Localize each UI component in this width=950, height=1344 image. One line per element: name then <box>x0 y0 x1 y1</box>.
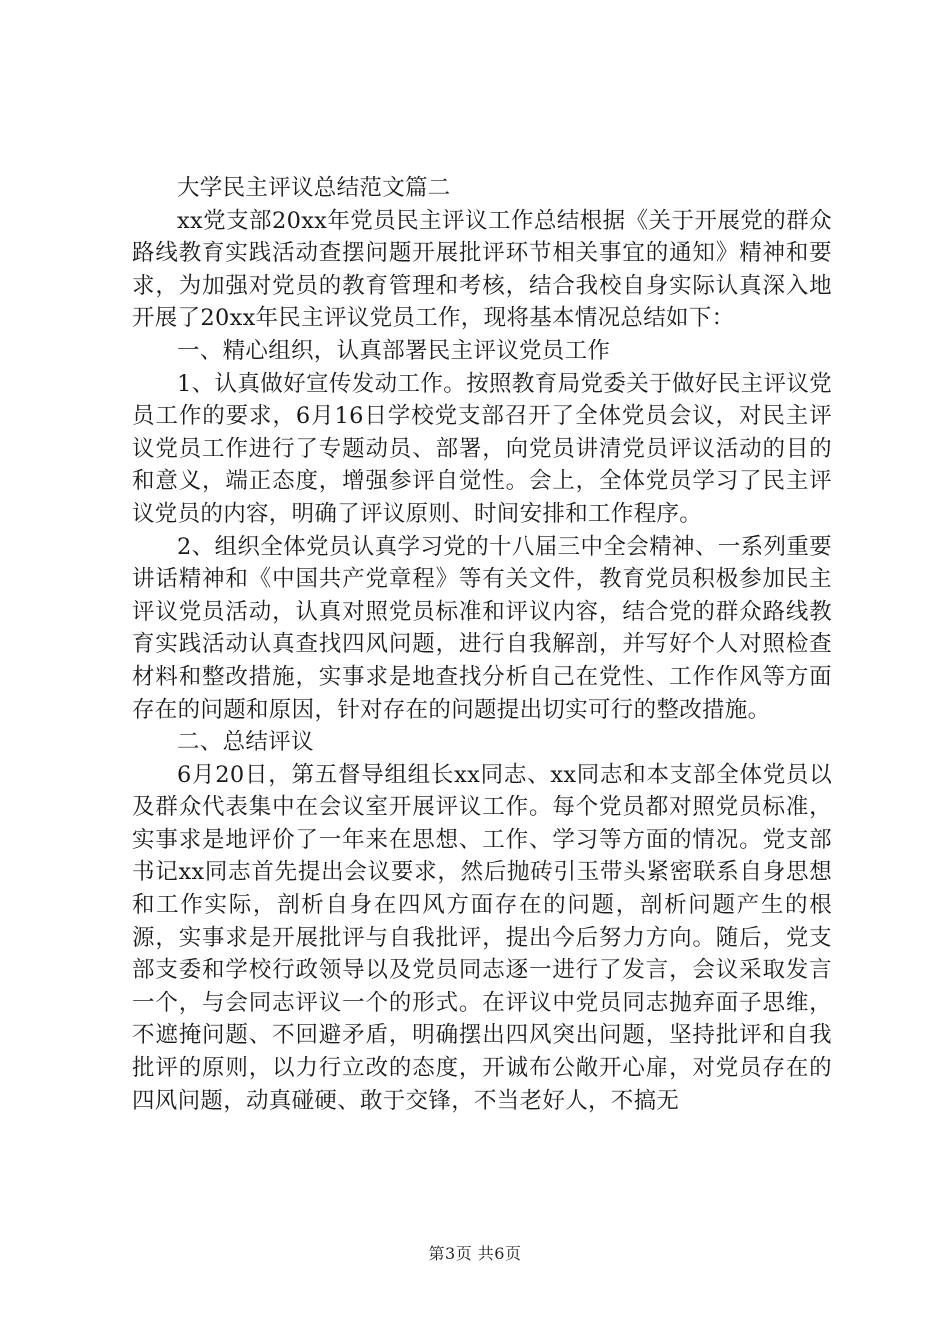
section-heading-2: 二、总结评议 <box>177 729 314 756</box>
page-footer: 第3页 共6页 <box>428 1244 522 1263</box>
document-body <box>132 172 832 1117</box>
paragraph-item-1: 1、认真做好宣传发动工作。按照教育局党委关于做好民主评议党员工作的要求，6月16日学校党支部召开了全体党员会议，对民主评议党员工作进行了专题动员、部署，向党员讲清党员评议活动的目的和意义，端正态度，增强参评自觉性。会上，全体党员学习了民主评议党员的内容，明确了评议原则、时间安排和工作程序。 <box>132 370 832 527</box>
intro-paragraph: xx党支部20xx年党员民主评议工作总结根据《关于开展党的群众路线教育实践活动查摆问题开展批评环节相关事宜的通知》精神和要求，为加强对党员的教育管理和考核，结合我校自身实际认真深入地开展了20xx年民主评议党员工作，现将基本情况总结如下： <box>132 207 832 332</box>
paragraph-item-2: 2、组织全体党员认真学习党的十八届三中全会精神、一系列重要讲话精神和《中国共产党章程》等有关文件，教育党员积极参加民主评议党员活动，认真对照党员标准和评议内容，结合党的群众路线教育实践活动认真查找四风问题，进行自我解剖，并写好个人对照检查材料和整改措施，实事求是地查找分析自己在党性、工作作风等方面存在的问题和原因，针对存在的问题提出切实可行的整改措施。 <box>132 533 832 723</box>
paragraph-evaluation: 6月20日，第五督导组组长xx同志、xx同志和本支部全体党员以及群众代表集中在会议室开展评议工作。每个党员都对照党员标准，实事求是地评价了一年来在思想、工作、学习等方面的情况。党支部书记xx同志首先提出会议要求，然后抛砖引玉带头紧密联系自身思想和工作实际，剖析自身在四风方面存在的问题，剖析问题产生的根源，实事求是开展批评与自我批评，提出今后努力方向。随后，党支部支委和学校行政领导以及党员同志逐一进行了发言，会议采取发言一个，与会同志评议一个的形式。在评议中党员同志抛弃面子思维，不遮掩问题、不回避矛盾，明确摆出四风突出问题，坚持批评和自我批评的原则，以力行立改的态度，开诚布公敞开心扉，对党员存在的四风问题，动真碰硬、敢于交锋，不当老好人，不搞无 <box>132 761 832 1114</box>
document-title: 大学民主评议总结范文篇二 <box>177 175 451 201</box>
section-heading-1: 一、精心组织，认真部署民主评议党员工作 <box>177 337 611 364</box>
